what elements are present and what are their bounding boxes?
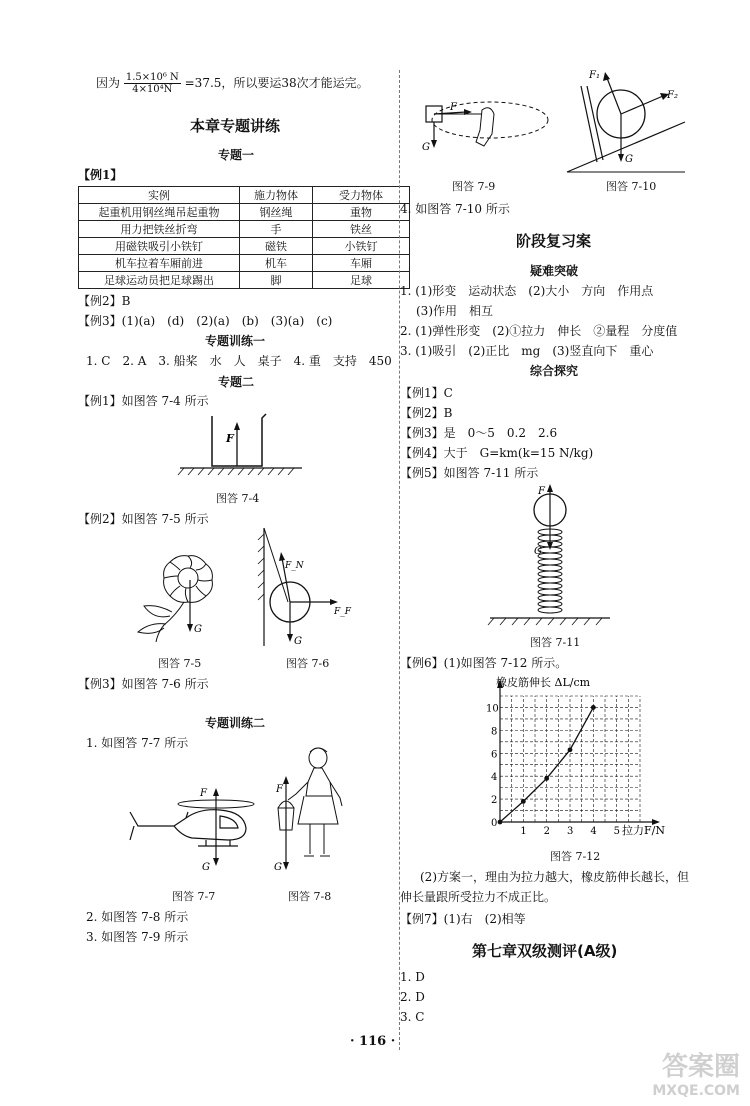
figure-7-6-ball-wall [252,526,362,651]
table-cell: 起重机用钢丝绳吊起重物 [79,204,240,221]
y-tick-label: 4 [491,772,498,784]
section-title-stage-review: 阶段复习案 [516,232,592,250]
watermark-url: MXQE.COM [652,1083,740,1099]
topic2-example-2: 【例2】如图答 7-5 所示 [78,512,209,526]
y-tick-label: 6 [491,749,498,761]
comp-example-5: 【例5】如图答 7-11 所示 [400,466,539,480]
y-tick-label: 10 [486,703,499,715]
caption-7-6: 图答 7-6 [286,657,330,670]
force-examples-table [78,186,410,289]
topic2-example-3: 【例3】如图答 7-6 所示 [78,677,209,691]
comp-example-6: 【例6】(1)如图答 7-12 所示。 [400,656,568,670]
caption-7-12: 图答 7-12 [550,850,601,863]
figure-7-12-chart [476,672,696,844]
section-title-chapter-topics: 本章专题讲练 [190,117,281,135]
table-header: 受力物体 [313,187,410,204]
table-cell: 铁丝 [313,221,410,238]
gravity-label-G: G [625,154,633,165]
table-cell: 机车 [240,255,313,272]
table-cell: 钢丝绳 [240,204,313,221]
watermark-logo [600,1046,740,1102]
caption-7-7: 图答 7-7 [172,890,216,903]
table-cell: 重物 [313,204,410,221]
caption-7-11: 图答 7-11 [530,636,581,649]
plan-explanation-2: 伸长量跟所受拉力不成正比。 [400,890,557,904]
gravity-label-G: G [202,862,210,873]
comp-example-7: 【例7】(1)右 (2)相等 [400,912,526,926]
chapter-test-title: 第七章双级测评(A级) [472,942,618,960]
push-force-label: F_F [334,607,351,617]
force-label-F: F [538,486,545,497]
training-two-item-3: 3. 如图答 7-9 所示 [86,930,189,944]
review-answer-3: 3. (1)吸引 (2)正比 mg (3)竖直向下 重心 [400,344,654,358]
table-row [79,255,410,272]
training-two-item-1: 1. 如图答 7-7 所示 [86,736,189,750]
data-point [544,776,549,781]
gravity-label-G: G [422,142,430,153]
table-row [79,238,410,255]
x-tick-label: 3 [567,826,574,837]
figure-7-4-beaker [170,408,310,483]
caption-7-10: 图答 7-10 [606,180,657,193]
lift-force-label: F [200,788,207,799]
test-answer-2: 2. D [400,990,425,1004]
difficult-points-heading: 疑难突破 [530,264,579,278]
figure-7-11-spring [500,480,620,628]
training-two-item-2: 2. 如图答 7-8 所示 [86,910,189,924]
review-answer-1b: (3)作用 相互 [416,304,493,318]
force-label-F2: F₂ [667,90,678,101]
table-header-row [79,187,410,204]
data-point [591,705,596,710]
figure-7-9-circular-motion [420,86,550,166]
training-two-heading: 专题训练二 [205,716,266,730]
gravity-label-G: G [274,862,282,873]
test-answer-3: 3. C [400,1010,425,1024]
caption-7-8: 图答 7-8 [288,890,332,903]
figure-7-10-incline [565,64,695,174]
data-point [498,820,503,825]
gravity-label-G: G [194,624,202,635]
comprehensive-heading: 综合探究 [530,364,579,378]
y-tick-label: 8 [491,726,498,738]
gravity-label-G: G [294,636,302,647]
item-4: 4. 如图答 7-10 所示 [400,202,510,216]
topic2-example-1: 【例1】如图答 7-4 所示 [78,394,209,408]
caption-7-4: 图答 7-4 [216,492,260,505]
page-number: · 116 · [350,1034,396,1049]
table-cell: 手 [240,221,313,238]
example-1-label: 【例1】 [78,168,123,182]
watermark-text: 答案圈 [661,1052,740,1082]
review-answer-1a: 1. (1)形变 运动状态 (2)大小 方向 作用点 [400,284,654,298]
caption-7-5: 图答 7-5 [158,657,202,670]
table-cell: 机车拉着车厢前进 [79,255,240,272]
figure-7-7-helicopter [128,782,278,874]
plan-explanation-1: (2)方案一，理由为拉力越大，橡皮筋伸长越长，但 [420,870,689,884]
force-label-F1: F₁ [589,70,600,81]
pull-force-label: F [276,784,283,795]
training-one-answers: 1. C 2. A 3. 船桨 水 人 桌子 4. 重 支持 450 [86,354,392,368]
x-tick-label: 5 [613,826,621,837]
table-cell: 用力把铁丝折弯 [79,221,240,238]
chart-y-axis-label: 橡皮筋伸长 ΔL/cm [496,676,591,689]
example-3-answer: 【例3】(1)(a) (d) (2)(a) (b) (3)(a) (c) [78,314,333,328]
x-tick-label: 1 [520,826,527,837]
y-tick-label: 2 [491,795,498,807]
figure-7-8-girl-bucket [270,746,360,876]
intro-calculation: 因为 $\frac{\text{1.5×10⁶ N}}{\text{4×10⁴N}}$ =37.5，所以要运38次才能运完。 [96,72,369,95]
x-tick-label: 4 [590,826,597,837]
force-label-F: F [226,432,234,445]
comp-example-2: 【例2】B [400,406,453,420]
comp-example-1: 【例1】C [400,386,453,400]
figure-7-5-sunflower [128,540,228,645]
review-answer-2: 2. (1)弹性形变 (2)①拉力 伸长 ②量程 分度值 [400,324,678,338]
data-point [568,747,573,752]
table-cell: 用磁铁吸引小铁钉 [79,238,240,255]
table-cell: 磁铁 [240,238,313,255]
test-answer-1: 1. D [400,970,425,984]
table-cell: 足球运动员把足球踢出 [79,272,240,289]
table-cell: 车厢 [313,255,410,272]
table-row [79,221,410,238]
comp-example-3: 【例3】是 0～5 0.2 2.6 [400,426,558,440]
fraction: $\frac{\text{1.5×10⁶ N}}{\text{4×10⁴N}}$ [125,72,179,95]
support-force-label: F_N [285,561,304,571]
table-header: 施力物体 [240,187,313,204]
data-point [521,799,526,804]
example-2-answer: 【例2】B [78,294,131,308]
table-cell: 足球 [313,272,410,289]
topic-two-heading: 专题二 [218,375,255,389]
topic-one-heading: 专题一 [218,148,255,162]
training-one-heading: 专题训练一 [205,334,266,348]
chart-x-axis-label: 拉力F/N [622,824,665,837]
caption-7-9: 图答 7-9 [452,180,496,193]
table-cell: 脚 [240,272,313,289]
gravity-label-G: G [534,546,542,557]
x-tick-label: 2 [543,826,551,837]
origin-label: 0 [491,818,498,829]
table-row [79,204,410,221]
table-header: 实例 [79,187,240,204]
table-row [79,272,410,289]
table-cell: 小铁钉 [313,238,410,255]
tension-label: F [450,102,457,113]
comp-example-4: 【例4】大于 G=km(k=15 N/kg) [400,446,594,460]
